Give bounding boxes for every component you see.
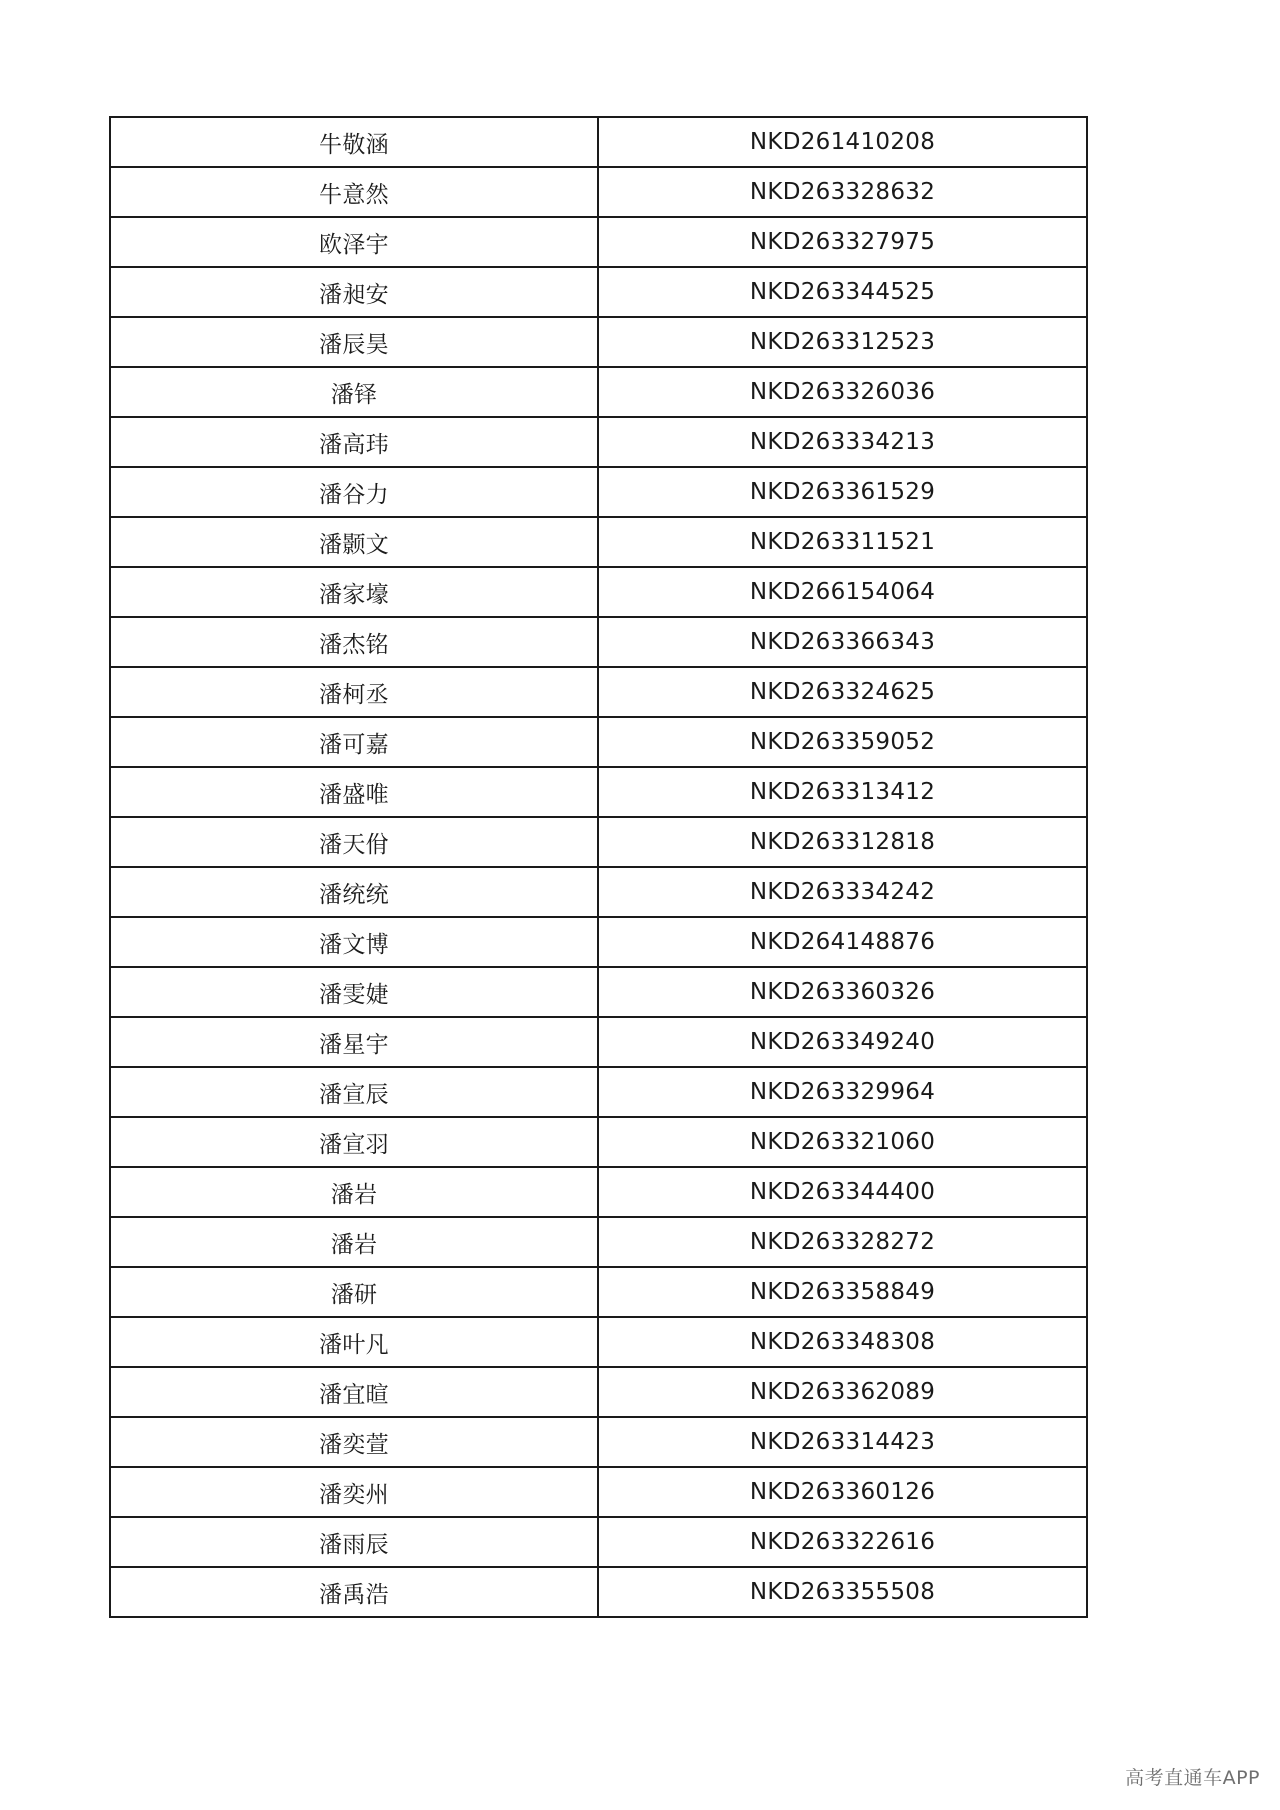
student-name-cell: 潘禹浩	[110, 1567, 598, 1617]
student-name-cell: 潘文博	[110, 917, 598, 967]
student-name-cell: 潘研	[110, 1267, 598, 1317]
registration-id-cell: NKD263344400	[598, 1167, 1087, 1217]
table-row	[110, 1217, 1087, 1267]
registration-id-cell: NKD263312818	[598, 817, 1087, 867]
student-name-cell: 潘奕萱	[110, 1417, 598, 1467]
table-row	[110, 1017, 1087, 1067]
table-row	[110, 117, 1087, 167]
registration-id-cell: NKD263360126	[598, 1467, 1087, 1517]
watermark-text: 高考直通车APP	[1125, 1767, 1260, 1789]
registration-id-cell: NKD266154064	[598, 567, 1087, 617]
student-name-cell: 潘天佾	[110, 817, 598, 867]
table-row	[110, 1517, 1087, 1567]
table-row	[110, 967, 1087, 1017]
table-row	[110, 817, 1087, 867]
table-row	[110, 617, 1087, 667]
registration-id-cell: NKD261410208	[598, 117, 1087, 167]
student-name-cell: 潘辰昊	[110, 317, 598, 367]
roster-table	[109, 116, 1088, 1618]
registration-id-cell: NKD263322616	[598, 1517, 1087, 1567]
registration-id-cell: NKD263366343	[598, 617, 1087, 667]
student-name-cell: 潘星宇	[110, 1017, 598, 1067]
registration-id-cell: NKD263328632	[598, 167, 1087, 217]
registration-id-cell: NKD263314423	[598, 1417, 1087, 1467]
student-name-cell: 潘可嘉	[110, 717, 598, 767]
table-row	[110, 317, 1087, 367]
table-row	[110, 1067, 1087, 1117]
table-row	[110, 167, 1087, 217]
table-row	[110, 717, 1087, 767]
student-name-cell: 潘杰铭	[110, 617, 598, 667]
roster-table-body	[110, 117, 1087, 1617]
registration-id-cell: NKD263327975	[598, 217, 1087, 267]
registration-id-cell: NKD263348308	[598, 1317, 1087, 1367]
document-sheet	[109, 116, 1082, 1618]
table-row	[110, 1417, 1087, 1467]
student-name-cell: 潘雯婕	[110, 967, 598, 1017]
student-name-cell: 潘盛唯	[110, 767, 598, 817]
table-row	[110, 1117, 1087, 1167]
registration-id-cell: NKD263328272	[598, 1217, 1087, 1267]
registration-id-cell: NKD263311521	[598, 517, 1087, 567]
table-row	[110, 1317, 1087, 1367]
registration-id-cell: NKD263321060	[598, 1117, 1087, 1167]
student-name-cell: 潘叶凡	[110, 1317, 598, 1367]
table-row	[110, 867, 1087, 917]
registration-id-cell: NKD263359052	[598, 717, 1087, 767]
student-name-cell: 潘宜暄	[110, 1367, 598, 1417]
table-row	[110, 1467, 1087, 1517]
student-name-cell: 潘谷力	[110, 467, 598, 517]
student-name-cell: 潘高玮	[110, 417, 598, 467]
table-row	[110, 517, 1087, 567]
student-name-cell: 欧泽宇	[110, 217, 598, 267]
registration-id-cell: NKD263313412	[598, 767, 1087, 817]
student-name-cell: 潘统统	[110, 867, 598, 917]
table-row	[110, 1267, 1087, 1317]
table-row	[110, 217, 1087, 267]
registration-id-cell: NKD263312523	[598, 317, 1087, 367]
student-name-cell: 潘宣羽	[110, 1117, 598, 1167]
table-row	[110, 1567, 1087, 1617]
table-row	[110, 1367, 1087, 1417]
student-name-cell: 牛意然	[110, 167, 598, 217]
registration-id-cell: NKD263355508	[598, 1567, 1087, 1617]
registration-id-cell: NKD263360326	[598, 967, 1087, 1017]
student-name-cell: 潘奕州	[110, 1467, 598, 1517]
student-name-cell: 潘宣辰	[110, 1067, 598, 1117]
student-name-cell: 潘铎	[110, 367, 598, 417]
registration-id-cell: NKD263361529	[598, 467, 1087, 517]
registration-id-cell: NKD263334242	[598, 867, 1087, 917]
table-row	[110, 467, 1087, 517]
student-name-cell: 潘家壕	[110, 567, 598, 617]
student-name-cell: 潘雨辰	[110, 1517, 598, 1567]
student-name-cell: 潘岩	[110, 1217, 598, 1267]
student-name-cell: 潘岩	[110, 1167, 598, 1217]
registration-id-cell: NKD263334213	[598, 417, 1087, 467]
table-row	[110, 767, 1087, 817]
table-row	[110, 917, 1087, 967]
registration-id-cell: NKD263344525	[598, 267, 1087, 317]
student-name-cell: 潘颢文	[110, 517, 598, 567]
registration-id-cell: NKD263326036	[598, 367, 1087, 417]
registration-id-cell: NKD263358849	[598, 1267, 1087, 1317]
registration-id-cell: NKD263362089	[598, 1367, 1087, 1417]
table-row	[110, 667, 1087, 717]
registration-id-cell: NKD263329964	[598, 1067, 1087, 1117]
registration-id-cell: NKD264148876	[598, 917, 1087, 967]
table-row	[110, 267, 1087, 317]
table-row	[110, 367, 1087, 417]
student-name-cell: 牛敬涵	[110, 117, 598, 167]
table-row	[110, 1167, 1087, 1217]
table-row	[110, 567, 1087, 617]
student-name-cell: 潘柯丞	[110, 667, 598, 717]
registration-id-cell: NKD263324625	[598, 667, 1087, 717]
table-row	[110, 417, 1087, 467]
student-name-cell: 潘昶安	[110, 267, 598, 317]
registration-id-cell: NKD263349240	[598, 1017, 1087, 1067]
